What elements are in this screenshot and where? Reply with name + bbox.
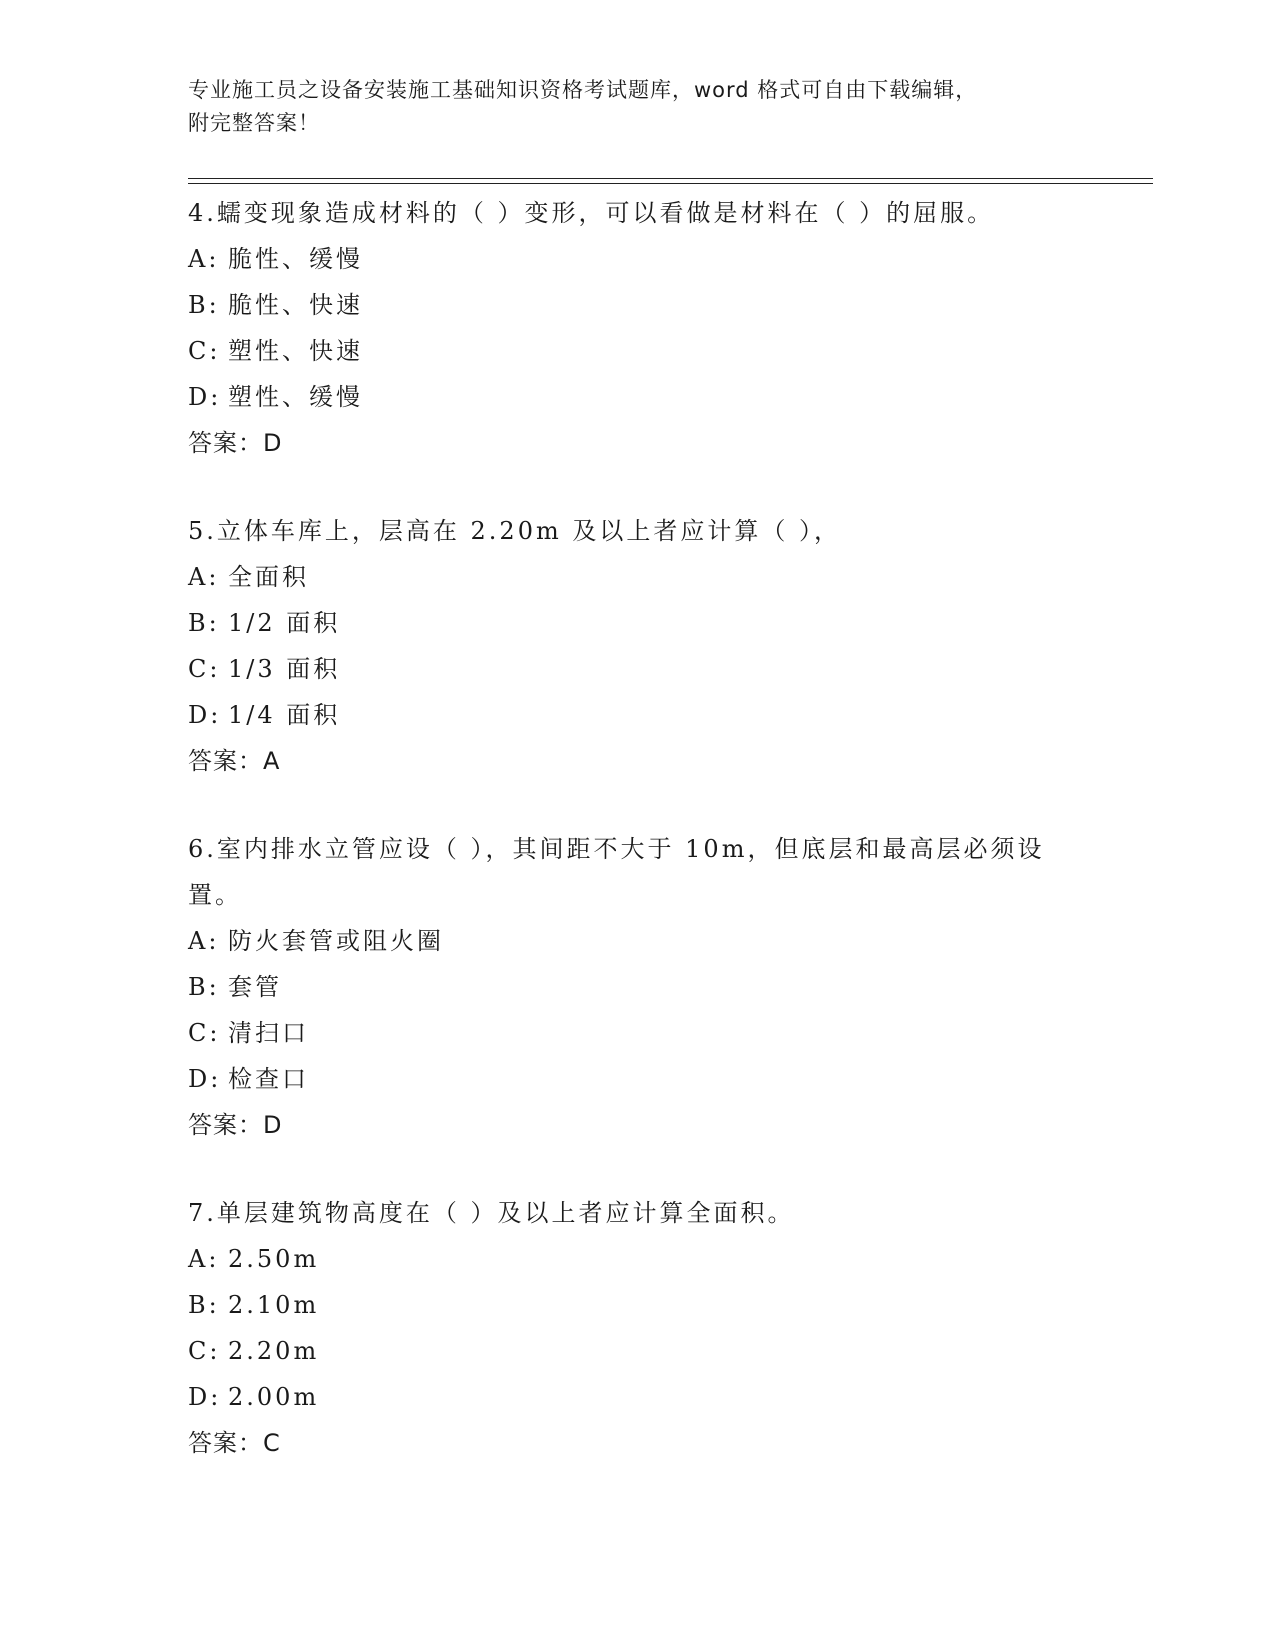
answer-line bbox=[188, 420, 1088, 466]
option-d bbox=[188, 1374, 1088, 1420]
option-a bbox=[188, 1236, 1088, 1282]
option-d bbox=[188, 1056, 1088, 1102]
option-c bbox=[188, 1010, 1088, 1056]
option-c bbox=[188, 646, 1088, 692]
option-letter: A: bbox=[188, 245, 220, 273]
answer-label: 答案： bbox=[188, 429, 263, 457]
answer-value: A bbox=[263, 747, 281, 775]
option-list bbox=[188, 554, 1088, 738]
option-text: 2.50m bbox=[228, 1245, 320, 1273]
option-d bbox=[188, 374, 1088, 420]
answer-value: D bbox=[263, 429, 283, 457]
option-b bbox=[188, 600, 1088, 646]
option-text: 防火套管或阻火圈 bbox=[228, 927, 444, 955]
option-letter: C: bbox=[188, 1337, 221, 1365]
option-c bbox=[188, 1328, 1088, 1374]
answer-label: 答案： bbox=[188, 1429, 263, 1457]
option-c bbox=[188, 328, 1088, 374]
option-text: 2.20m bbox=[228, 1337, 320, 1365]
option-letter: B: bbox=[188, 609, 220, 637]
option-text: 检查口 bbox=[228, 1065, 309, 1093]
answer-label: 答案： bbox=[188, 747, 263, 775]
option-text: 2.10m bbox=[228, 1291, 320, 1319]
option-text: 套管 bbox=[228, 973, 282, 1001]
option-a bbox=[188, 554, 1088, 600]
question-4 bbox=[188, 190, 1088, 466]
answer-line bbox=[188, 1102, 1088, 1148]
option-text: 1/4 面积 bbox=[228, 701, 341, 729]
answer-value: D bbox=[263, 1111, 283, 1139]
question-7 bbox=[188, 1190, 1088, 1466]
option-list bbox=[188, 1236, 1088, 1420]
option-text: 塑性、缓慢 bbox=[228, 383, 363, 411]
option-list bbox=[188, 918, 1088, 1102]
header-divider-bottom bbox=[188, 183, 1153, 184]
option-letter: C: bbox=[188, 337, 221, 365]
header-line-1: 专业施工员之设备安装施工基础知识资格考试题库，word 格式可自由下载编辑， bbox=[188, 78, 978, 102]
option-a bbox=[188, 918, 1088, 964]
option-text: 1/3 面积 bbox=[228, 655, 341, 683]
option-letter: B: bbox=[188, 973, 220, 1001]
option-a bbox=[188, 236, 1088, 282]
option-letter: B: bbox=[188, 1291, 220, 1319]
option-text: 脆性、快速 bbox=[228, 291, 363, 319]
option-letter: A: bbox=[188, 1245, 220, 1273]
answer-line bbox=[188, 738, 1088, 784]
option-b bbox=[188, 282, 1088, 328]
option-text: 脆性、缓慢 bbox=[228, 245, 363, 273]
answer-value: C bbox=[263, 1429, 281, 1457]
option-text: 1/2 面积 bbox=[228, 609, 341, 637]
option-text: 清扫口 bbox=[228, 1019, 309, 1047]
header-divider-top bbox=[188, 178, 1153, 179]
question-stem: 6.室内排水立管应设（ ），其间距不大于 10m，但底层和最高层必须设置。 bbox=[188, 835, 1045, 909]
option-text: 全面积 bbox=[228, 563, 309, 591]
option-b bbox=[188, 1282, 1088, 1328]
question-list bbox=[188, 190, 1088, 1508]
option-b bbox=[188, 964, 1088, 1010]
option-letter: D: bbox=[188, 383, 222, 411]
option-letter: A: bbox=[188, 563, 220, 591]
answer-line bbox=[188, 1420, 1088, 1466]
question-stem: 4.蠕变现象造成材料的（ ）变形，可以看做是材料在（ ）的屈服。 bbox=[188, 199, 995, 227]
option-list bbox=[188, 236, 1088, 420]
question-6 bbox=[188, 826, 1088, 1148]
option-letter: D: bbox=[188, 1383, 222, 1411]
option-letter: D: bbox=[188, 701, 222, 729]
option-d bbox=[188, 692, 1088, 738]
option-letter: C: bbox=[188, 1019, 221, 1047]
option-letter: D: bbox=[188, 1065, 222, 1093]
question-stem: 5.立体车库上，层高在 2.20m 及以上者应计算（ ）， bbox=[188, 517, 841, 545]
option-letter: A: bbox=[188, 927, 220, 955]
option-letter: C: bbox=[188, 655, 221, 683]
header-line-2: 附完整答案！ bbox=[188, 111, 320, 135]
document-header bbox=[188, 74, 1068, 140]
question-5 bbox=[188, 508, 1088, 784]
option-text: 塑性、快速 bbox=[228, 337, 363, 365]
question-stem: 7.单层建筑物高度在（ ）及以上者应计算全面积。 bbox=[188, 1199, 795, 1227]
option-text: 2.00m bbox=[228, 1383, 320, 1411]
option-letter: B: bbox=[188, 291, 220, 319]
answer-label: 答案： bbox=[188, 1111, 263, 1139]
